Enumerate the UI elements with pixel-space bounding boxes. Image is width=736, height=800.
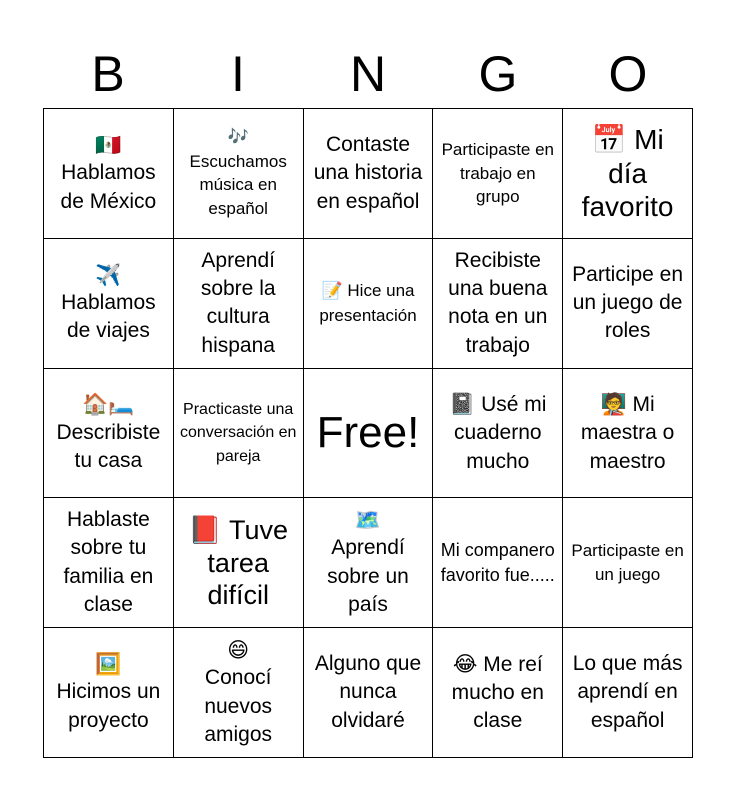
laughing-face-icon: 😂 xyxy=(452,651,478,676)
cell-label: Participe en un juego de roles xyxy=(572,262,684,343)
bingo-cell-tarea[interactable] xyxy=(174,498,304,628)
cell-label: Me reí mucho en clase xyxy=(451,652,544,733)
world-map-icon: 🗺️ xyxy=(354,508,382,533)
header-letter-o: O xyxy=(608,46,648,102)
cell-label: Contaste una historia en español xyxy=(313,132,423,213)
bingo-cell-mexico[interactable] xyxy=(44,109,174,239)
bingo-cell-cultura[interactable] xyxy=(174,239,304,369)
bingo-cell-conversacion[interactable] xyxy=(174,369,304,499)
cell-label: Hablamos de viajes xyxy=(61,291,156,343)
cell-label: Aprendí sobre la cultura hispana xyxy=(200,248,276,357)
smiling-face-icon: 😄 xyxy=(227,637,250,662)
cell-label: Participaste en trabajo en grupo xyxy=(441,139,555,207)
bingo-cell-pais[interactable] xyxy=(304,498,434,628)
bingo-cell-familia[interactable] xyxy=(44,498,174,628)
bingo-cell-trabajo-grupo[interactable] xyxy=(433,109,563,239)
bingo-cell-musica[interactable] xyxy=(174,109,304,239)
cell-label: Conocí nuevos amigos xyxy=(204,666,273,746)
cell-label: Hicimos un proyecto xyxy=(56,680,161,732)
cell-label: Participaste en un juego xyxy=(571,540,684,584)
mexico-flag-icon: 🇲🇽 xyxy=(95,132,122,157)
cell-label: Usé mi cuaderno mucho xyxy=(454,392,547,473)
cell-label: Alguno que nunca olvidaré xyxy=(314,652,422,732)
cell-label: Practicaste una conversación en pareja xyxy=(179,401,297,465)
bingo-cell-dia-favorito[interactable] xyxy=(563,109,693,239)
teacher-icon: 🧑‍🏫 xyxy=(600,391,627,416)
cell-label: Tuve tarea difícil xyxy=(207,514,289,611)
bingo-cell-me-rei[interactable] xyxy=(433,628,563,758)
bingo-cell-casa[interactable] xyxy=(44,369,174,499)
framed-picture-icon: 🖼️ xyxy=(95,652,122,677)
cell-label: Lo que más aprendí en español xyxy=(572,652,683,732)
bingo-cell-olvidare[interactable] xyxy=(304,628,434,758)
header-letter-g: G xyxy=(478,46,518,102)
free-space-label: Free! xyxy=(316,407,420,457)
bingo-cell-juego[interactable] xyxy=(563,498,693,628)
cell-label: Recibiste una buena nota en un trabajo xyxy=(448,248,548,357)
bingo-cell-buena-nota[interactable] xyxy=(433,239,563,369)
bingo-cell-juego-roles[interactable] xyxy=(563,239,693,369)
bingo-cell-historia[interactable] xyxy=(304,109,434,239)
airplane-icon: ✈️ xyxy=(95,262,122,287)
header-letter-n: N xyxy=(349,46,387,102)
cell-label: Hablaste sobre tu familia en clase xyxy=(63,508,154,617)
bingo-cell-viajes[interactable] xyxy=(44,239,174,369)
calendar-icon: 📅 xyxy=(591,123,627,156)
cell-label: Mi maestra o maestro xyxy=(580,392,675,473)
bingo-cell-aprendi-espanol[interactable] xyxy=(563,628,693,758)
bingo-cell-presentacion[interactable] xyxy=(304,239,434,369)
cell-label: Mi companero favorito fue..... xyxy=(440,540,555,585)
cell-label: Describiste tu casa xyxy=(56,420,161,473)
cell-label: Mi día favorito xyxy=(581,124,674,223)
bingo-cell-amigos[interactable] xyxy=(174,628,304,758)
music-notes-icon: 🎶 xyxy=(227,126,249,147)
bingo-cell-free[interactable] xyxy=(304,369,434,499)
bingo-cell-maestra[interactable] xyxy=(563,369,693,499)
memo-icon: 📝 xyxy=(321,280,343,301)
bingo-cell-proyecto[interactable] xyxy=(44,628,174,758)
bingo-grid xyxy=(43,108,693,758)
header-letter-i: I xyxy=(231,46,245,102)
bingo-cell-companero[interactable] xyxy=(433,498,563,628)
cell-label: Hablamos de México xyxy=(60,161,157,213)
bingo-cell-cuaderno[interactable] xyxy=(433,369,563,499)
cell-label: Escuchamos música en español xyxy=(189,151,287,219)
house-bed-icon: 🏠🛏️ xyxy=(82,392,135,417)
red-book-icon: 📕 xyxy=(188,514,222,546)
bingo-header xyxy=(43,40,693,108)
header-letter-b: B xyxy=(91,46,125,102)
notebook-icon: 📓 xyxy=(449,391,476,416)
cell-label: Aprendí sobre un país xyxy=(327,536,409,617)
cell-label: Hice una presentación xyxy=(319,280,417,325)
